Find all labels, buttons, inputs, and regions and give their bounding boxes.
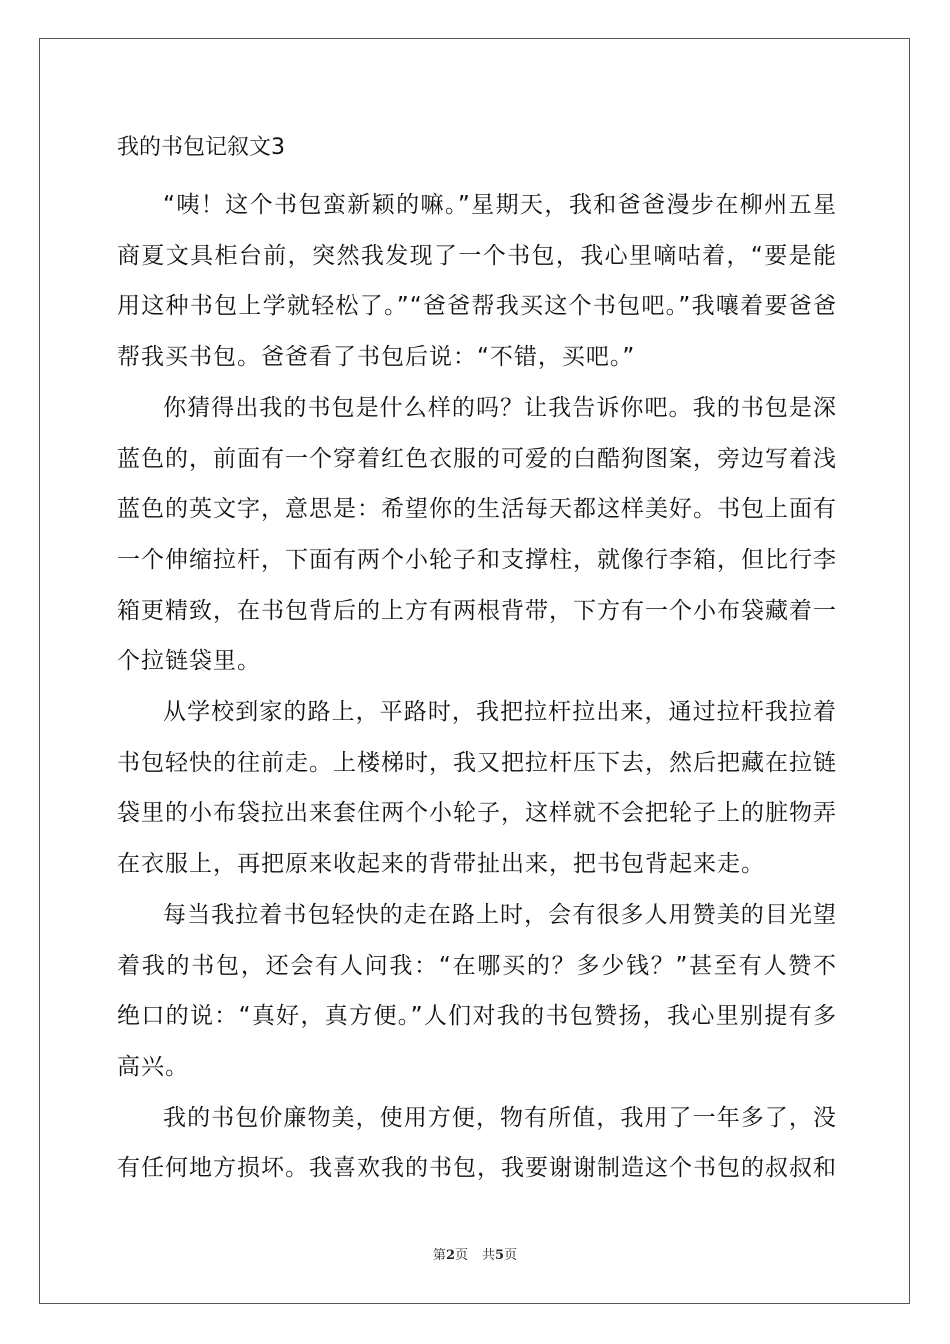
paragraph-1: “咦！这个书包蛮新颖的嘛。”星期天，我和爸爸漫步在柳州五星商夏文具柜台前，突然我发现了一个书包，我心里嘀咕着，“要是能用这种书包上学就轻松了。”“爸爸帮我买这个书包吧。”我嚷着要爸爸帮我买书包。爸爸看了书包后说：“不错，买吧。” [117,192,837,371]
paragraph-5: 我的书包价廉物美，使用方便，物有所值，我用了一年多了，没有任何地方损坏。我喜欢我的书包，我要谢谢制造这个书包的叔叔和 [117,1104,837,1182]
paragraph-4: 每当我拉着书包轻快的走在路上时，会有很多人用赞美的目光望着我的书包，还会有人问我：“在哪买的？多少钱？”甚至有人赞不绝口的说：“真好，真方便。”人们对我的书包赞扬，我心里别提有多高兴。 [117,901,837,1080]
document-body [117,180,837,1194]
total-prefix: 共 [482,1248,496,1263]
paragraph-3: 从学校到家的路上，平路时，我把拉杆拉出来，通过拉杆我拉着书包轻快的往前走。上楼梯时，我又把拉杆压下去，然后把藏在拉链袋里的小布袋拉出来套住两个小轮子，这样就不会把轮子上的脏物弄在衣服上，再把原来收起来的背带扯出来，把书包背起来走。 [117,699,837,878]
page-prefix: 第 [432,1248,446,1263]
page-footer [0,1246,950,1266]
page-suffix: 页 [454,1248,468,1263]
total-page-count: 5 [495,1248,505,1263]
document-title: 我的书包记叙文3 [117,135,285,160]
paragraph-2: 你猜得出我的书包是什么样的吗？让我告诉你吧。我的书包是深蓝色的，前面有一个穿着红色衣服的可爱的白酷狗图案，旁边写着浅蓝色的英文字，意思是：希望你的生活每天都这样美好。书包上面有一个伸缩拉杆，下面有两个小轮子和支撑柱，就像行李箱，但比行李箱更精致，在书包背后的上方有两根背带，下方有一个小布袋藏着一个拉链袋里。 [117,394,837,675]
current-page-number: 2 [445,1248,455,1263]
total-suffix: 页 [504,1248,518,1263]
